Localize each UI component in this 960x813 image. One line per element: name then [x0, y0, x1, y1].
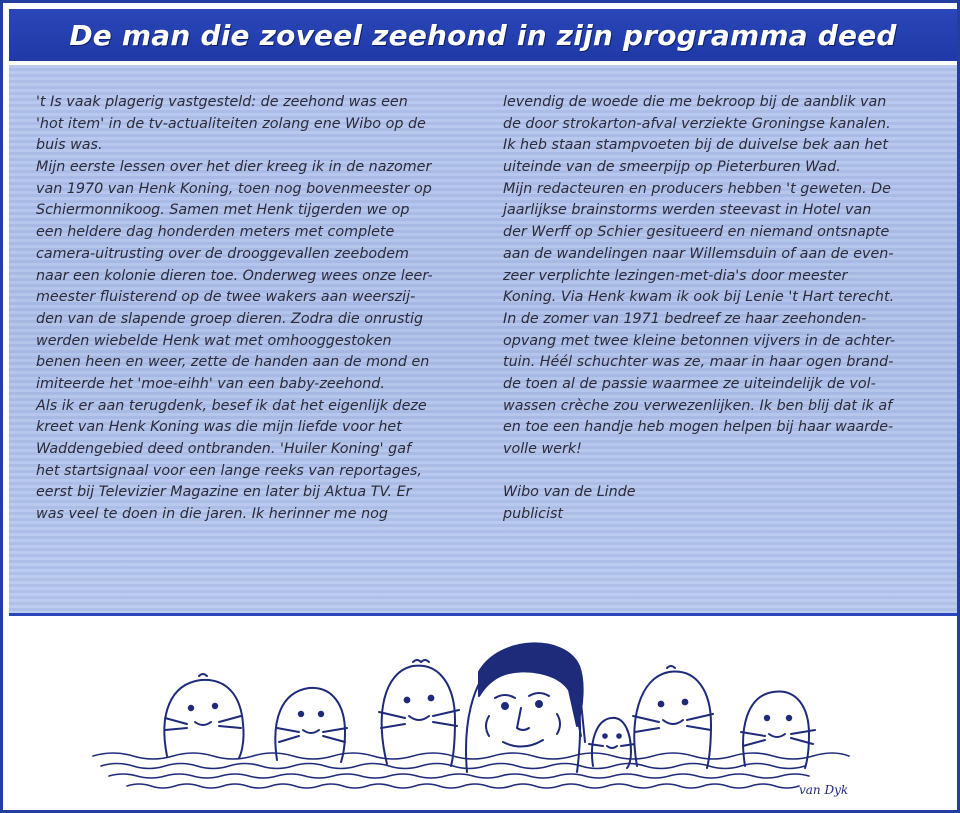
- body-line: een heldere dag honderden meters met complete: [36, 224, 395, 241]
- body-line: Waddengebied deed ontbranden. 'Huiler Koning' gaf: [36, 441, 411, 457]
- body-line: aan de wandelingen naar Willemsduin of aan de even-: [503, 245, 894, 262]
- body-line: benen heen en weer, zette de handen aan de mond en: [36, 354, 430, 371]
- body-line: Schiermonnikoog. Samen met Henk tijgerden we op: [36, 202, 410, 219]
- seal-figure: [379, 660, 459, 766]
- title-bar: [9, 9, 957, 61]
- body-line: opvang met twee kleine betonnen vijvers in de achter-: [503, 332, 896, 349]
- article-title: De man die zoveel zeehond in zijn programma deed: [69, 18, 897, 52]
- caricature-face: [466, 643, 585, 772]
- body-line: camera-uitrusting over de drooggevallen zeebodem: [36, 245, 409, 262]
- seal-figure: [275, 688, 347, 762]
- body-line: was veel te doen in die jaren. Ik herinner me nog: [36, 506, 388, 523]
- body-line: uiteinde van de smeerpijp op Pieterburen Wad.: [503, 159, 841, 176]
- body-line: der Werff op Schier gesitueerd en niemand ontsnapte: [503, 224, 890, 241]
- body-line: In de zomer van 1971 bedreef ze haar zeehonden-: [503, 310, 867, 327]
- body-line: de door strokarton-afval verziekte Groningse kanalen.: [503, 115, 891, 132]
- body-line: kreet van Henk Koning was die mijn liefde voor het: [36, 419, 402, 436]
- body-line: Ik heb staan stampvoeten bij de duivelse bek aan het: [503, 137, 888, 154]
- body-line: Als ik er aan terugdenk, besef ik dat het eigenlijk deze: [36, 397, 427, 414]
- right-column: [503, 92, 943, 526]
- cartoon-panel: [9, 616, 957, 810]
- body-line: zeer verplichte lezingen-met-dia's door meester: [503, 267, 848, 284]
- body-line: het startsignaal voor een lange reeks van reportages,: [36, 462, 422, 479]
- signature-role: publicist: [503, 506, 564, 523]
- seal-cartoon-illustration: [9, 616, 957, 810]
- body-line: Mijn eerste lessen over het dier kreeg ik in de nazomer: [36, 159, 432, 176]
- body-line: meester fluisterend op de twee wakers aan weerszij-: [36, 289, 416, 306]
- body-line: buis was.: [36, 137, 103, 154]
- body-line: de toen al de passie waarmee ze uiteindelijk de vol-: [503, 375, 876, 392]
- body-line: den van de slapende groep dieren. Zodra die onrustig: [36, 310, 424, 327]
- signature-name: Wibo van de Linde: [503, 484, 636, 501]
- left-column: [36, 92, 476, 526]
- seal-figure: [589, 718, 635, 768]
- body-line: en toe een handje heb mogen helpen bij haar waarde-: [503, 419, 894, 436]
- body-line: van 1970 van Henk Koning, toen nog bovenmeester op: [36, 180, 432, 197]
- body-line: Koning. Via Henk kwam ik ook bij Lenie 't Hart terecht.: [503, 289, 895, 306]
- text-panel: [9, 65, 957, 616]
- body-line: 'hot item' in de tv-actualiteiten zolang ene Wibo op de: [36, 115, 426, 132]
- body-line: tuin. Héél schuchter was ze, maar in haar ogen brand-: [503, 354, 894, 371]
- body-line: volle werk!: [503, 441, 582, 457]
- seal-figure: [164, 674, 243, 758]
- body-line: eerst bij Televizier Magazine en later bij Aktua TV. Er: [36, 484, 412, 501]
- body-line: 't Is vaak plagerig vastgesteld: de zeehond was een: [36, 94, 408, 110]
- body-line: levendig de woede die me bekroop bij de aanblik van: [503, 94, 887, 110]
- body-line: naar een kolonie dieren toe. Onderweg wees onze leer-: [36, 267, 433, 284]
- body-line: wassen crèche zou verwezenlijken. Ik ben blij dat ik af: [503, 397, 893, 414]
- body-line: werden wiebelde Henk wat met omhooggestoken: [36, 332, 392, 349]
- body-line: imiteerde het 'moe-eihh' van een baby-zeehond.: [36, 375, 385, 392]
- body-line: jaarlijkse brainstorms werden steevast in Hotel van: [503, 202, 872, 219]
- artist-signature: van Dyk: [799, 783, 849, 797]
- body-line: Mijn redacteuren en producers hebben 't geweten. De: [503, 180, 891, 197]
